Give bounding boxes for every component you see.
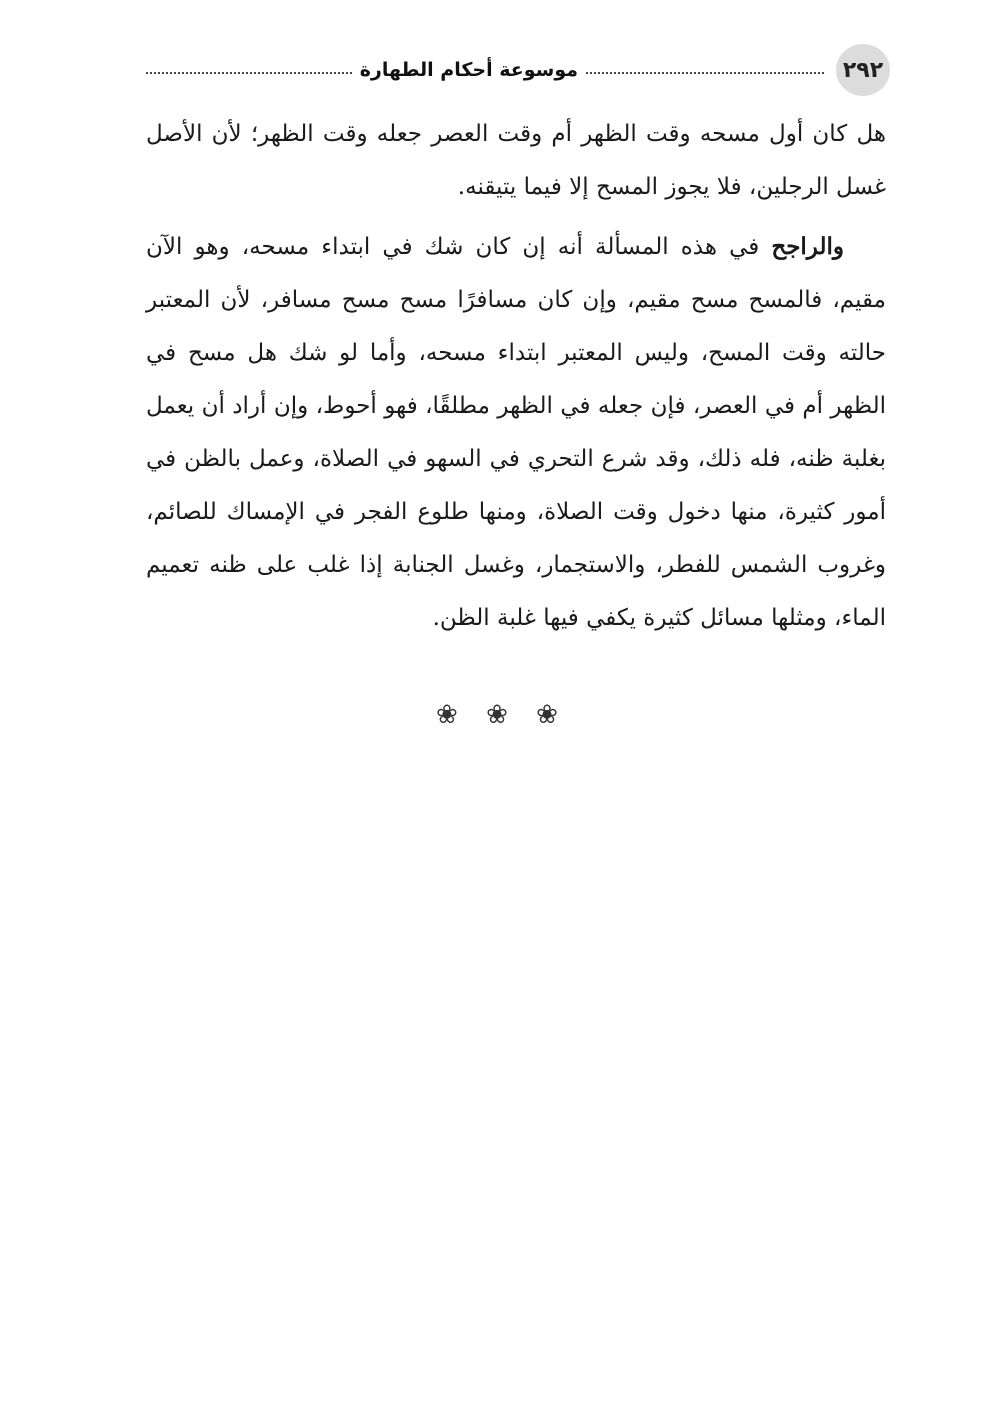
- running-title: [146, 52, 824, 88]
- paragraph-1: هل كان أول مسحه وقت الظهر أم وقت العصر جعله وقت الظهر؛ لأن الأصل غسل الرجلين، فلا يجوز المسح إلا فيما يتيقنه.: [146, 121, 886, 200]
- page-number: ٢٩٢: [836, 44, 890, 96]
- title-leader-dots-right: [586, 72, 824, 74]
- paragraph-2: [146, 220, 886, 645]
- title-leader-dots-left: [146, 72, 352, 74]
- section-end-ornaments: ❀ ❀ ❀: [436, 700, 568, 730]
- page-header: [146, 44, 890, 96]
- paragraph-2-lead: والراجح: [771, 233, 844, 260]
- book-title: موسوعة أحكام الطهارة: [359, 59, 578, 81]
- paragraph-2-text: في هذه المسألة أنه إن كان شك في ابتداء مسحه، وهو الآن مقيم، فالمسح مسح مقيم، وإن كان مسافرًا مسح مسح مسافر، لأن المعتبر حالته وقت المسح، وليس المعتبر ابتداء مسحه، وأما لو شك هل مسح في الظهر أم في العصر، فإن جعله في الظهر مطلقًا، فهو أحوط، وإن أراد أن يعمل بغلبة ظنه، فله ذلك، وقد شرع التحري في السهو في الصلاة، وعمل بالظن في أمور كثيرة، منها دخول وقت الصلاة، ومنها طلوع الفجر في الإمساك للصائم، وغروب الشمس للفطر، والاستجمار، وغسل الجنابة إذا غلب على ظنه تعميم الماء، ومثلها مسائل كثيرة يكفي فيها غلبة الظن.: [146, 234, 886, 631]
- body-text: [146, 108, 886, 645]
